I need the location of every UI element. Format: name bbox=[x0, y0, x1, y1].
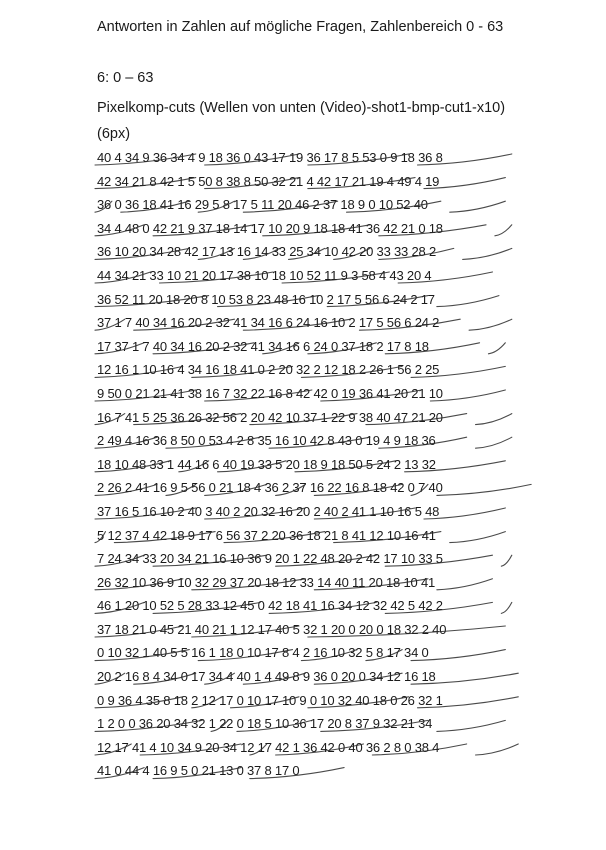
number-line: 12 17 41 4 10 34 9 20 34 12 17 42 1 36 42 0 40 36 2 8 0 38 4 bbox=[97, 739, 440, 755]
number-line: 20 2 16 8 4 34 0 17 34 4 40 1 4 49 8 9 36 0 20 0 34 12 16 18 bbox=[97, 669, 436, 685]
number-block bbox=[97, 146, 527, 783]
number-line: 34 4 48 0 42 21 9 37 18 14 17 10 20 9 18 18 41 36 42 21 0 18 bbox=[97, 220, 443, 236]
number-line: 36 10 20 34 28 42 17 13 16 14 33 25 34 10 42 20 33 33 28 2 bbox=[97, 244, 436, 260]
number-line: 37 16 5 16 10 2 40 3 40 2 20 32 16 20 2 40 2 41 1 10 16 5 48 bbox=[97, 503, 440, 519]
number-line: 1 2 0 0 36 20 34 32 1 22 0 18 5 10 36 17 20 8 37 9 32 21 34 bbox=[97, 716, 433, 732]
number-line: 12 16 1 10 16 4 34 16 18 41 0 2 20 32 2 12 18 2 26 1 56 2 25 bbox=[97, 362, 440, 378]
number-line: 5 12 37 4 42 18 9 17 6 56 37 2 20 36 18 21 8 41 12 10 16 41 bbox=[97, 527, 436, 543]
number-line: 44 34 21 33 10 21 20 17 38 10 18 10 52 11 9 3 58 4 43 20 4 bbox=[97, 267, 432, 283]
section-label: 6: 0 – 63 bbox=[97, 70, 154, 86]
document-title: Antworten in Zahlen auf mögliche Fragen, Zahlenbereich 0 - 63 bbox=[97, 19, 504, 35]
number-line: 0 9 36 4 35 8 18 2 12 17 0 10 17 10 9 0 10 32 40 18 0 26 32 1 bbox=[97, 692, 443, 708]
number-line: 9 50 0 21 21 41 38 16 7 32 22 16 8 42 42 0 19 36 41 20 21 10 bbox=[97, 385, 443, 401]
number-line: 36 0 36 18 41 16 29 5 8 17 5 11 20 46 2 37 18 9 0 10 52 40 bbox=[97, 197, 428, 213]
number-line: 16 7 41 5 25 36 26 32 56 2 20 42 10 37 1 22 9 38 40 47 21 20 bbox=[97, 409, 443, 425]
number-line: 41 0 44 4 16 9 5 0 21 13 0 37 8 17 0 bbox=[97, 763, 300, 779]
number-line: 42 34 21 8 42 1 5 50 8 38 8 50 32 21 4 42 17 21 19 4 49 4 19 bbox=[97, 173, 440, 189]
number-line: 0 10 32 1 40 5 5 16 1 18 0 10 17 8 4 2 16 10 32 5 8 17 34 0 bbox=[97, 645, 429, 661]
number-line: 2 26 2 41 16 9 5 56 0 21 18 4 36 2 37 16 22 16 8 18 42 0 7 40 bbox=[97, 480, 443, 496]
number-line: 2 49 4 16 36 8 50 0 53 4 2 8 35 16 10 42 8 43 0 19 4 9 18 36 bbox=[97, 433, 436, 449]
number-line: 37 1 7 40 34 16 20 2 32 41 34 16 6 24 16 10 2 17 5 56 6 24 2 bbox=[97, 315, 440, 331]
number-line: 7 24 34 33 20 34 21 16 10 36 9 20 1 22 48 20 2 42 17 10 33 5 bbox=[97, 551, 443, 567]
number-line: 36 52 11 20 18 20 8 10 53 8 23 48 16 10 2 17 5 56 6 24 2 17 bbox=[97, 291, 435, 307]
number-line: 40 4 34 9 36 34 4 9 18 36 0 43 17 19 36 17 8 5 53 0 9 18 36 8 bbox=[97, 150, 443, 165]
document-subtitle: Pixelkomp-cuts (Wellen von unten (Video)-shot1-bmp-cut1-x10)(6px) bbox=[97, 100, 506, 142]
number-line: 26 32 10 36 9 10 32 29 37 20 18 12 33 14 40 11 20 18 10 41 bbox=[97, 574, 436, 590]
number-line: 18 10 48 33 1 44 16 6 40 19 33 5 20 18 9 18 50 5 24 2 13 32 bbox=[97, 456, 436, 472]
number-line: 37 18 21 0 45 21 40 21 1 12 17 40 5 32 1 20 0 20 0 18 32 2 40 bbox=[97, 621, 447, 637]
number-line: 46 1 20 10 52 5 28 33 12 45 0 42 18 41 16 34 12 32 42 5 42 2 bbox=[97, 598, 443, 614]
number-line: 17 37 1 7 40 34 16 20 2 32 41 34 16 6 24 0 37 18 2 17 8 18 bbox=[97, 338, 429, 354]
